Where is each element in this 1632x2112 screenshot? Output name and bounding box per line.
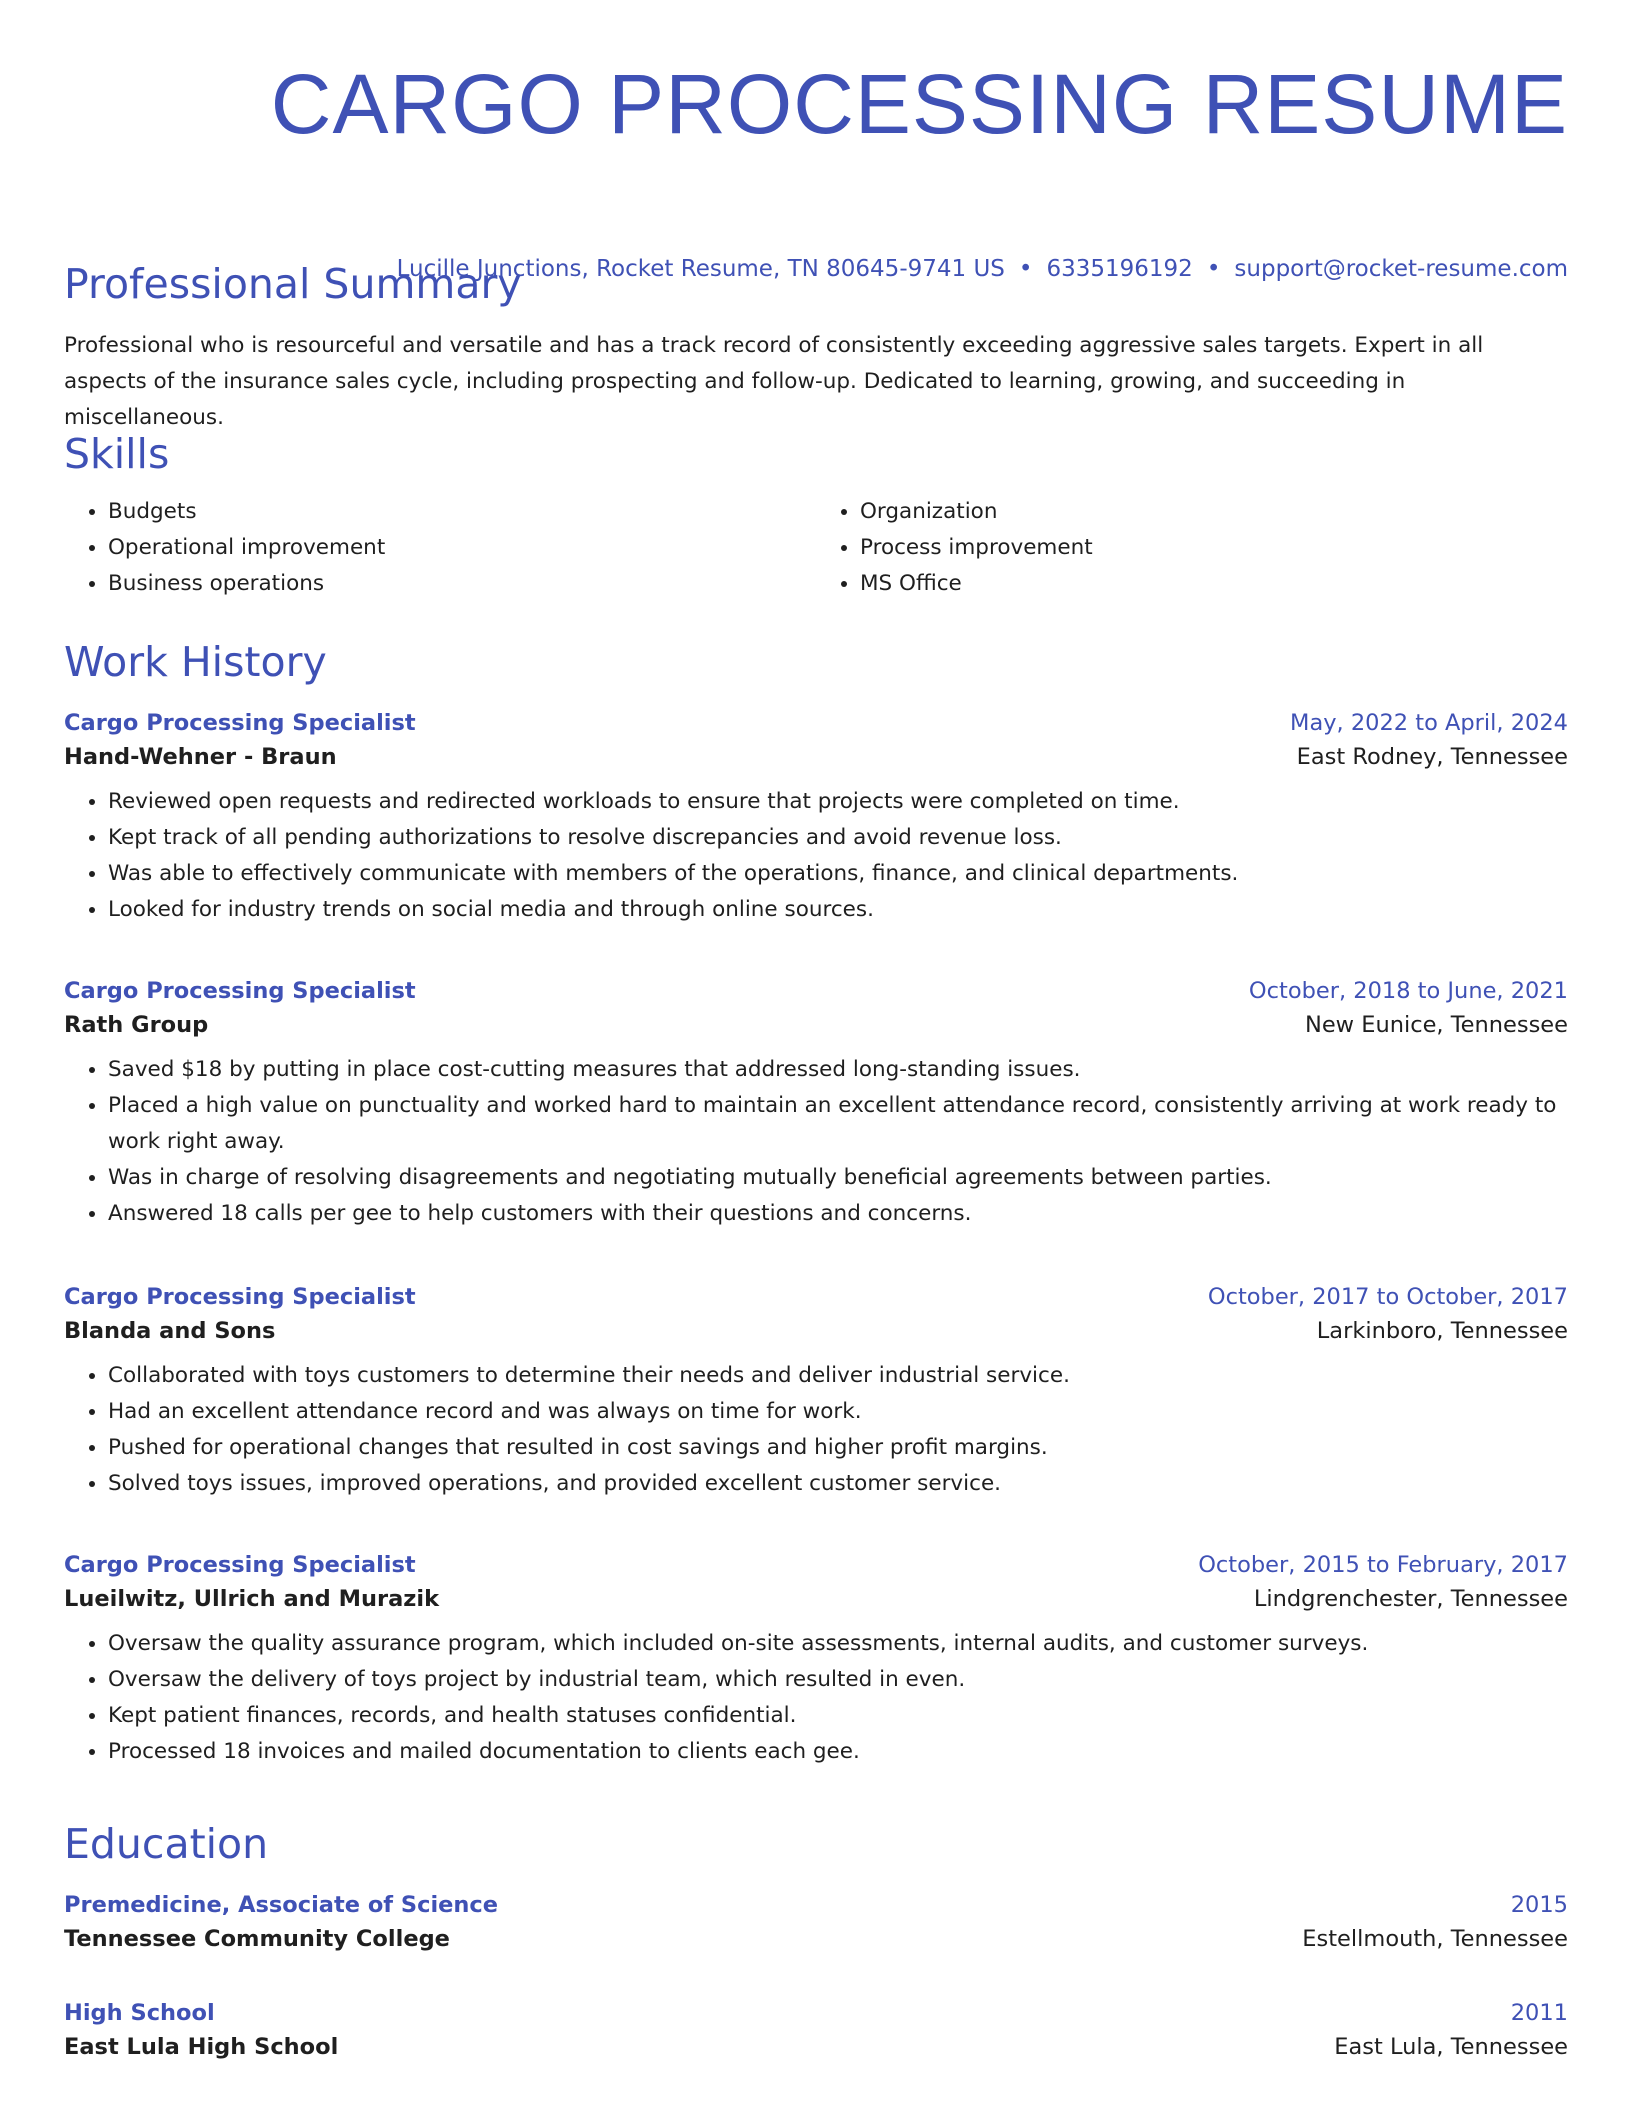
job-dates: October, 2017 to October, 2017 <box>1207 1284 1568 1310</box>
job-location: New Eunice, Tennessee <box>1305 1012 1568 1038</box>
job-bullet: • Kept patient finances, records, and health statuses confidential. <box>108 1698 1568 1734</box>
job-role: Cargo Processing Specialist <box>64 978 416 1004</box>
summary-text: Professional who is resourceful and versatile and has a track record of consistently exceeding aggressive sales targets. Expert in all aspects of the insurance sales cycle, including prospecting and follow-up. Dedicated to learning, growing, and succeeding in miscellaneous. <box>64 333 1484 430</box>
job-entry <box>64 710 1568 928</box>
skill-item: • Budgets <box>108 494 816 530</box>
skills-column-left <box>64 494 816 602</box>
job-bullet: • Placed a high value on punctuality and worked hard to maintain an excellent attendance record, consistently arriving at work ready to work right away. <box>108 1088 1568 1160</box>
job-employer: Blanda and Sons <box>64 1318 276 1344</box>
education-degree: High School <box>64 2000 215 2026</box>
job-bullet: • Reviewed open requests and redirected workloads to ensure that projects were completed on time. <box>108 784 1568 820</box>
section-title-work-history: Work History <box>64 638 327 686</box>
job-bullet: • Was able to effectively communicate with members of the operations, finance, and clinical departments. <box>108 856 1568 892</box>
job-role: Cargo Processing Specialist <box>64 1284 416 1310</box>
job-entry <box>64 1552 1568 1770</box>
job-employer: Hand-Wehner - Braun <box>64 744 337 770</box>
education-location: East Lula, Tennessee <box>1334 2034 1568 2060</box>
section-title-summary: Professional Summary <box>64 260 522 308</box>
education-school: East Lula High School <box>64 2034 339 2060</box>
work-section-heading <box>64 636 1568 688</box>
skills-list <box>64 494 1568 602</box>
job-entry <box>64 1284 1568 1502</box>
skill-item: • Business operations <box>108 566 816 602</box>
job-bullet: • Saved $18 by putting in place cost-cutting measures that addressed long-standing issues. <box>108 1052 1568 1088</box>
section-title-skills: Skills <box>64 430 170 478</box>
job-location: Larkinboro, Tennessee <box>1316 1318 1568 1344</box>
education-entry <box>64 2000 1568 2060</box>
education-entry <box>64 1892 1568 1952</box>
job-bullet: • Collaborated with toys customers to determine their needs and deliver industrial service. <box>108 1358 1568 1394</box>
skill-item: • MS Office <box>860 566 1568 602</box>
job-entry <box>64 978 1568 1232</box>
job-bullet: • Had an excellent attendance record and was always on time for work. <box>108 1394 1568 1430</box>
job-employer: Lueilwitz, Ullrich and Murazik <box>64 1586 440 1612</box>
job-bullets <box>64 1358 1568 1502</box>
job-bullet: • Oversaw the delivery of toys project by industrial team, which resulted in even. <box>108 1662 1568 1698</box>
job-bullet: • Processed 18 invoices and mailed documentation to clients each gee. <box>108 1734 1568 1770</box>
job-employer: Rath Group <box>64 1012 209 1038</box>
education-year: 2011 <box>1510 2000 1568 2026</box>
education-section <box>64 1818 1568 1870</box>
skill-item: • Process improvement <box>860 530 1568 566</box>
job-bullet: • Answered 18 calls per gee to help customers with their questions and concerns. <box>108 1196 1568 1232</box>
job-dates: October, 2018 to June, 2021 <box>1248 978 1568 1004</box>
job-bullet: • Was in charge of resolving disagreements and negotiating mutually beneficial agreements between parties. <box>108 1160 1568 1196</box>
section-title-education: Education <box>64 1820 269 1868</box>
contact-separator: • <box>1206 256 1221 282</box>
contact-address: Lucille Junctions, Rocket Resume, TN 80645-9741 US <box>396 256 1005 282</box>
skills-column-right <box>816 494 1568 602</box>
job-dates: October, 2015 to February, 2017 <box>1198 1552 1568 1578</box>
contact-email[interactable]: support@rocket-resume.com <box>1234 256 1568 282</box>
job-bullet: • Solved toys issues, improved operations, and provided excellent customer service. <box>108 1466 1568 1502</box>
job-bullets <box>64 1052 1568 1232</box>
skill-item: • Organization <box>860 494 1568 530</box>
job-location: East Rodney, Tennessee <box>1296 744 1568 770</box>
education-year: 2015 <box>1510 1892 1568 1918</box>
education-location: Estellmouth, Tennessee <box>1302 1926 1568 1952</box>
skills-section <box>64 428 1568 602</box>
job-location: Lindgrenchester, Tennessee <box>1253 1586 1568 1612</box>
job-bullet: • Pushed for operational changes that resulted in cost savings and higher profit margins. <box>108 1430 1568 1466</box>
job-dates: May, 2022 to April, 2024 <box>1290 710 1568 736</box>
job-role: Cargo Processing Specialist <box>64 710 416 736</box>
contact-phone[interactable]: 6335196192 <box>1046 256 1193 282</box>
job-bullet: • Kept track of all pending authorizations to resolve discrepancies and avoid revenue loss. <box>108 820 1568 856</box>
job-bullets <box>64 784 1568 928</box>
education-school: Tennessee Community College <box>64 1926 450 1952</box>
resume-title: CARGO PROCESSING RESUME <box>270 57 1568 151</box>
education-degree: Premedicine, Associate of Science <box>64 1892 499 1918</box>
skill-item: • Operational improvement <box>108 530 816 566</box>
job-role: Cargo Processing Specialist <box>64 1552 416 1578</box>
summary-section <box>64 258 1568 436</box>
job-bullet: • Looked for industry trends on social media and through online sources. <box>108 892 1568 928</box>
job-bullets <box>64 1626 1568 1770</box>
job-bullet: • Oversaw the quality assurance program, which included on-site assessments, internal audits, and customer surveys. <box>108 1626 1568 1662</box>
contact-separator: • <box>1018 256 1033 282</box>
